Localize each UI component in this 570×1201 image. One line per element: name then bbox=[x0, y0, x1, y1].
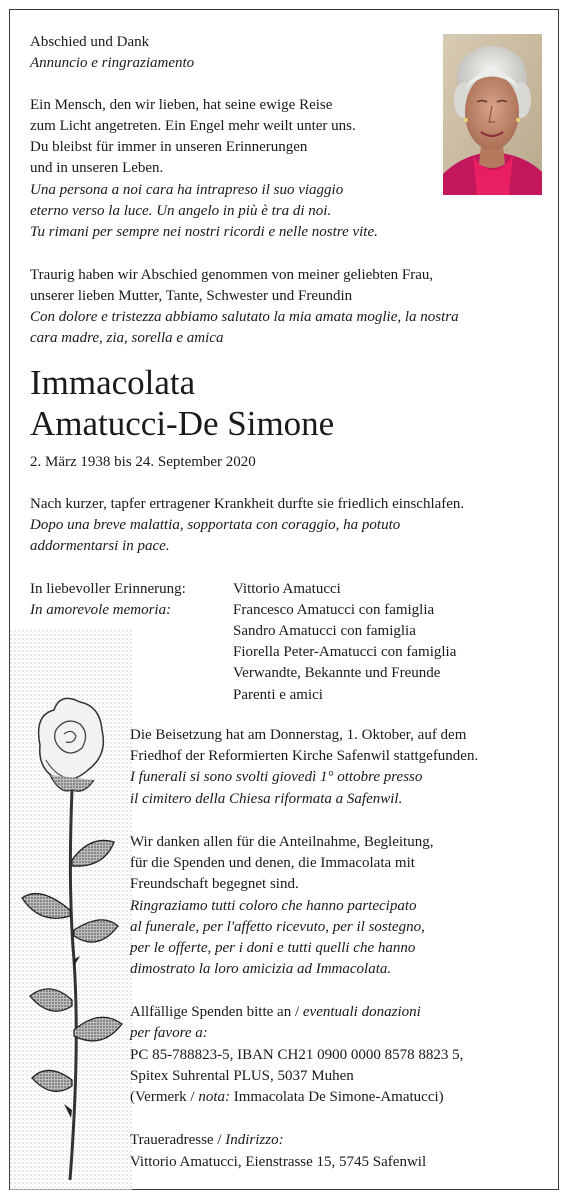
donations-intro-de: Allfällige Spenden bitte an / bbox=[130, 1004, 300, 1020]
poem-it-line: Una persona a noi cara ha intrapreso il suo viaggio bbox=[30, 182, 344, 198]
heading-it: Annuncio e ringraziamento bbox=[30, 55, 195, 71]
donations-intro-it-2: per favore a: bbox=[130, 1025, 208, 1041]
donation-note-text: Immacolata De Simone-Amatucci) bbox=[233, 1089, 444, 1105]
poem-de-line: und in unseren Leben. bbox=[30, 160, 164, 176]
burial-it-line: I funerali si sono svolti giovedì 1° ottobre presso bbox=[130, 769, 423, 785]
address-label-de: Traueradresse / bbox=[130, 1132, 222, 1148]
donation-note-it: nota: bbox=[198, 1089, 230, 1105]
life-dates: 2. März 1938 bis 24. September 2020 bbox=[30, 454, 256, 470]
passing-de: Nach kurzer, tapfer ertragener Krankheit durfte sie friedlich einschlafen. bbox=[30, 496, 465, 512]
poem-de-line: Du bleibst für immer in unseren Erinnerungen bbox=[30, 139, 308, 155]
poem-it-line: Tu rimani per sempre nei nostri ricordi e nelle nostre vite. bbox=[30, 224, 378, 240]
mourner-name: Fiorella Peter-Amatucci con famiglia bbox=[233, 644, 457, 660]
poem-de-line: zum Licht angetreten. Ein Engel mehr weilt unter uns. bbox=[30, 118, 356, 134]
thanks-de-line: für die Spenden und denen, die Immacolata mit bbox=[130, 855, 415, 871]
burial-de-line: Friedhof der Reformierten Kirche Safenwil stattgefunden. bbox=[130, 748, 479, 764]
donation-note bbox=[130, 1087, 444, 1108]
memory-label-it: In amorevole memoria: bbox=[30, 602, 172, 618]
poem-de-line: Ein Mensch, den wir lieben, hat seine ewige Reise bbox=[30, 97, 333, 113]
poem-it-line: eterno verso la luce. Un angelo in più è tra di noi. bbox=[30, 203, 332, 219]
address-label-it: Indirizzo: bbox=[225, 1132, 284, 1148]
mourner-name: Francesco Amatucci con famiglia bbox=[233, 602, 435, 618]
donations-intro bbox=[130, 1002, 421, 1023]
thanks-it-line: al funerale, per l'affetto ricevuto, per il sostegno, bbox=[130, 919, 425, 935]
donation-recipient: Spitex Suhrental PLUS, 5037 Muhen bbox=[130, 1068, 354, 1084]
farewell-it-line: cara madre, zia, sorella e amica bbox=[30, 330, 224, 346]
heading-de: Abschied und Dank bbox=[30, 34, 150, 50]
thanks-it-line: Ringraziamo tutti coloro che hanno partecipato bbox=[130, 898, 417, 914]
mourning-address-label bbox=[130, 1130, 284, 1151]
farewell-de-line: Traurig haben wir Abschied genommen von meiner geliebten Frau, bbox=[30, 267, 434, 283]
donations-intro-it: eventuali donazioni bbox=[302, 1004, 421, 1020]
rose-illustration bbox=[10, 630, 132, 1190]
burial-it-line: il cimitero della Chiesa riformata a Safenwil. bbox=[130, 791, 403, 807]
donation-account: PC 85-788823-5, IBAN CH21 0900 0000 8578 8823 5, bbox=[130, 1047, 464, 1063]
mourner-name: Parenti e amici bbox=[233, 687, 323, 703]
mourner-name: Vittorio Amatucci bbox=[233, 581, 341, 597]
thanks-it-line: dimostrato la loro amicizia ad Immacolata. bbox=[130, 961, 392, 977]
farewell-it-line: Con dolore e tristezza abbiamo salutato la mia amata moglie, la nostra bbox=[30, 309, 459, 325]
memory-label-de: In liebevoller Erinnerung: bbox=[30, 581, 186, 597]
thanks-de-line: Wir danken allen für die Anteilnahme, Begleitung, bbox=[130, 834, 434, 850]
donation-note-open: (Vermerk / bbox=[130, 1089, 195, 1105]
mourner-name: Verwandte, Bekannte und Freunde bbox=[233, 665, 441, 681]
passing-it-line: Dopo una breve malattia, sopportata con coraggio, ha potuto bbox=[30, 517, 401, 533]
thanks-it-line: per le offerte, per i doni e tutti quelli che hanno bbox=[130, 940, 416, 956]
thanks-de-line: Freundschaft begegnet sind. bbox=[130, 876, 299, 892]
farewell-de-line: unserer lieben Mutter, Tante, Schwester und Freundin bbox=[30, 288, 353, 304]
deceased-name-first: Immacolata bbox=[30, 363, 196, 402]
portrait-photo bbox=[443, 34, 542, 195]
burial-de-line: Die Beisetzung hat am Donnerstag, 1. Oktober, auf dem bbox=[130, 727, 467, 743]
deceased-name-last: Amatucci-De Simone bbox=[30, 404, 335, 443]
passing-it-line: addormentarsi in pace. bbox=[30, 538, 170, 554]
mourning-address: Vittorio Amatucci, Eienstrasse 15, 5745 Safenwil bbox=[130, 1154, 427, 1170]
mourner-name: Sandro Amatucci con famiglia bbox=[233, 623, 416, 639]
